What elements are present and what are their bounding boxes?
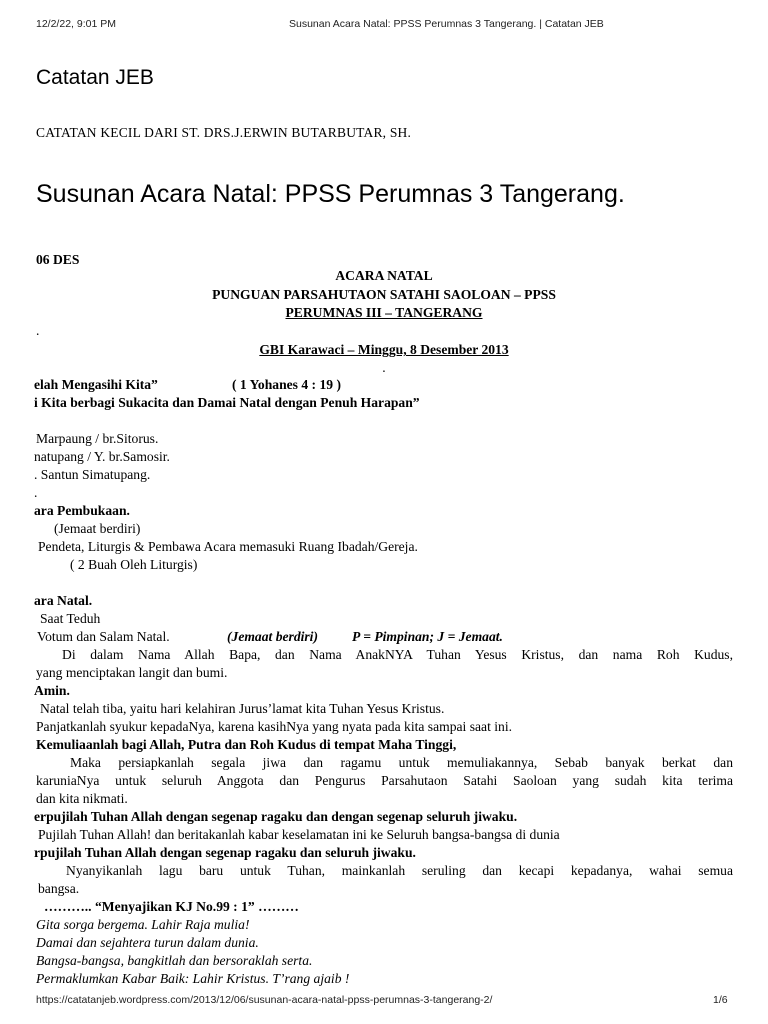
doc-heading-2: PUNGUAN PARSAHUTAON SATAHI SAOLOAN – PPSS (212, 287, 556, 302)
doc-natal-tiba: Natal telah tiba, yaitu hari kelahiran Jurus’lamat kita Tuhan Yesus Kristus. (40, 701, 445, 716)
doc-persiapkan-2-content: karuniaNya untuk seluruh Anggota dan Pengurus Parsahutaon Satahi Saoloan yang sudah kita terima (36, 773, 733, 788)
print-page-number: 1/6 (713, 994, 728, 1006)
doc-bullet-1: . (36, 323, 40, 338)
doc-amin: Amin. (34, 683, 70, 698)
doc-nyanyikan-1 (36, 862, 733, 880)
doc-section-natal: ara Natal. (34, 593, 93, 608)
doc-votum-note-2: P = Pimpinan; J = Jemaat. (352, 629, 503, 644)
doc-heading-1: ACARA NATAL (335, 268, 433, 283)
print-datetime: 12/2/22, 9:01 PM (36, 18, 116, 30)
print-url: https://catatanjeb.wordpress.com/2013/12/06/susunan-acara-natal-ppss-perumnas-3-tangerang-2/ (36, 994, 493, 1006)
doc-votum-text-1-content: Di dalam Nama Allah Bapa, dan Nama AnakNYA Tuhan Yesus Kristus, dan nama Roh Kudus, (62, 647, 733, 662)
doc-bullet-2: . (382, 360, 386, 375)
doc-nyanyikan-2: bangsa. (38, 881, 80, 896)
doc-kemuliaan: Kemuliaanlah bagi Allah, Putra dan Roh Kudus di tempat Maha Tinggi, (36, 737, 457, 752)
post-date: 06 DES (36, 252, 80, 267)
doc-votum-text-1 (36, 646, 733, 664)
doc-terpujilah-2: rpujilah Tuhan Allah dengan segenap ragaku dan seluruh jiwaku. (34, 845, 416, 860)
post-title: Susunan Acara Natal: PPSS Perumnas 3 Tangerang. (36, 180, 625, 208)
doc-song-line-2: Damai dan sejahtera turun dalam dunia. (36, 935, 259, 950)
doc-theme-b: i Kita berbagi Sukacita dan Damai Natal dengan Penuh Harapan” (34, 395, 420, 410)
doc-lilin: ( 2 Buah Oleh Liturgis) (70, 557, 198, 572)
doc-persiapkan-3: dan kita nikmati. (36, 791, 128, 806)
doc-person-2: natupang / Y. br.Samosir. (34, 449, 170, 464)
doc-kj-line: ……….. “Menyajikan KJ No.99 : 1” ……… (44, 899, 299, 914)
doc-persiapkan-1-content: Maka persiapkanlah segala jiwa dan ragamu untuk memuliakannya, Sebab banyak berkat dan (70, 755, 733, 770)
doc-section-pembukaan: ara Pembukaan. (34, 503, 130, 518)
print-page-title: Susunan Acara Natal: PPSS Perumnas 3 Tangerang. | Catatan JEB (289, 18, 604, 30)
doc-votum-note-1: (Jemaat berdiri) (227, 629, 318, 644)
doc-persiapkan-2 (36, 772, 733, 790)
doc-location-line: GBI Karawaci – Minggu, 8 Desember 2013 (259, 342, 509, 357)
doc-nyanyikan-1-content: Nyanyikanlah lagu baru untuk Tuhan, mainkanlah seruling dan kecapi kepadanya, wahai semua (66, 863, 733, 878)
doc-votum-label: Votum dan Salam Natal. (37, 629, 170, 644)
doc-song-line-1: Gita sorga bergema. Lahir Raja mulia! (36, 917, 250, 932)
site-tagline: CATATAN KECIL DARI ST. DRS.J.ERWIN BUTARBUTAR, SH. (36, 125, 412, 140)
doc-persiapkan-1 (36, 754, 733, 772)
doc-heading-3: PERUMNAS III – TANGERANG (285, 305, 483, 320)
doc-votum-text-2: yang menciptakan langit dan bumi. (36, 665, 228, 680)
doc-saat-teduh: Saat Teduh (40, 611, 101, 626)
doc-person-1: Marpaung / br.Sitorus. (36, 431, 159, 446)
doc-procession: Pendeta, Liturgis & Pembawa Acara memasuki Ruang Ibadah/Gereja. (38, 539, 418, 554)
doc-panjatkan: Panjatkanlah syukur kepadaNya, karena kasihNya yang nyata pada kita sampai saat ini. (36, 719, 512, 734)
doc-theme-a: elah Mengasihi Kita” (34, 377, 158, 392)
doc-song-line-4: Permaklumkan Kabar Baik: Lahir Kristus. T’rang ajaib ! (36, 971, 350, 986)
doc-song-line-3: Bangsa-bangsa, bangkitlah dan bersoraklah serta. (36, 953, 313, 968)
doc-person-3: . Santun Simatupang. (34, 467, 151, 482)
doc-bullet-3: . (34, 485, 38, 500)
doc-pujilah: Pujilah Tuhan Allah! dan beritakanlah kabar keselamatan ini ke Seluruh bangsa-bangsa di dunia (38, 827, 560, 842)
site-title-link[interactable]: Catatan JEB (36, 66, 154, 89)
doc-terpujilah-1: erpujilah Tuhan Allah dengan segenap ragaku dan dengan segenap seluruh jiwaku. (34, 809, 518, 824)
doc-jemaat-berdiri: (Jemaat berdiri) (54, 521, 141, 536)
doc-theme-a-ref: ( 1 Yohanes 4 : 19 ) (232, 377, 342, 392)
